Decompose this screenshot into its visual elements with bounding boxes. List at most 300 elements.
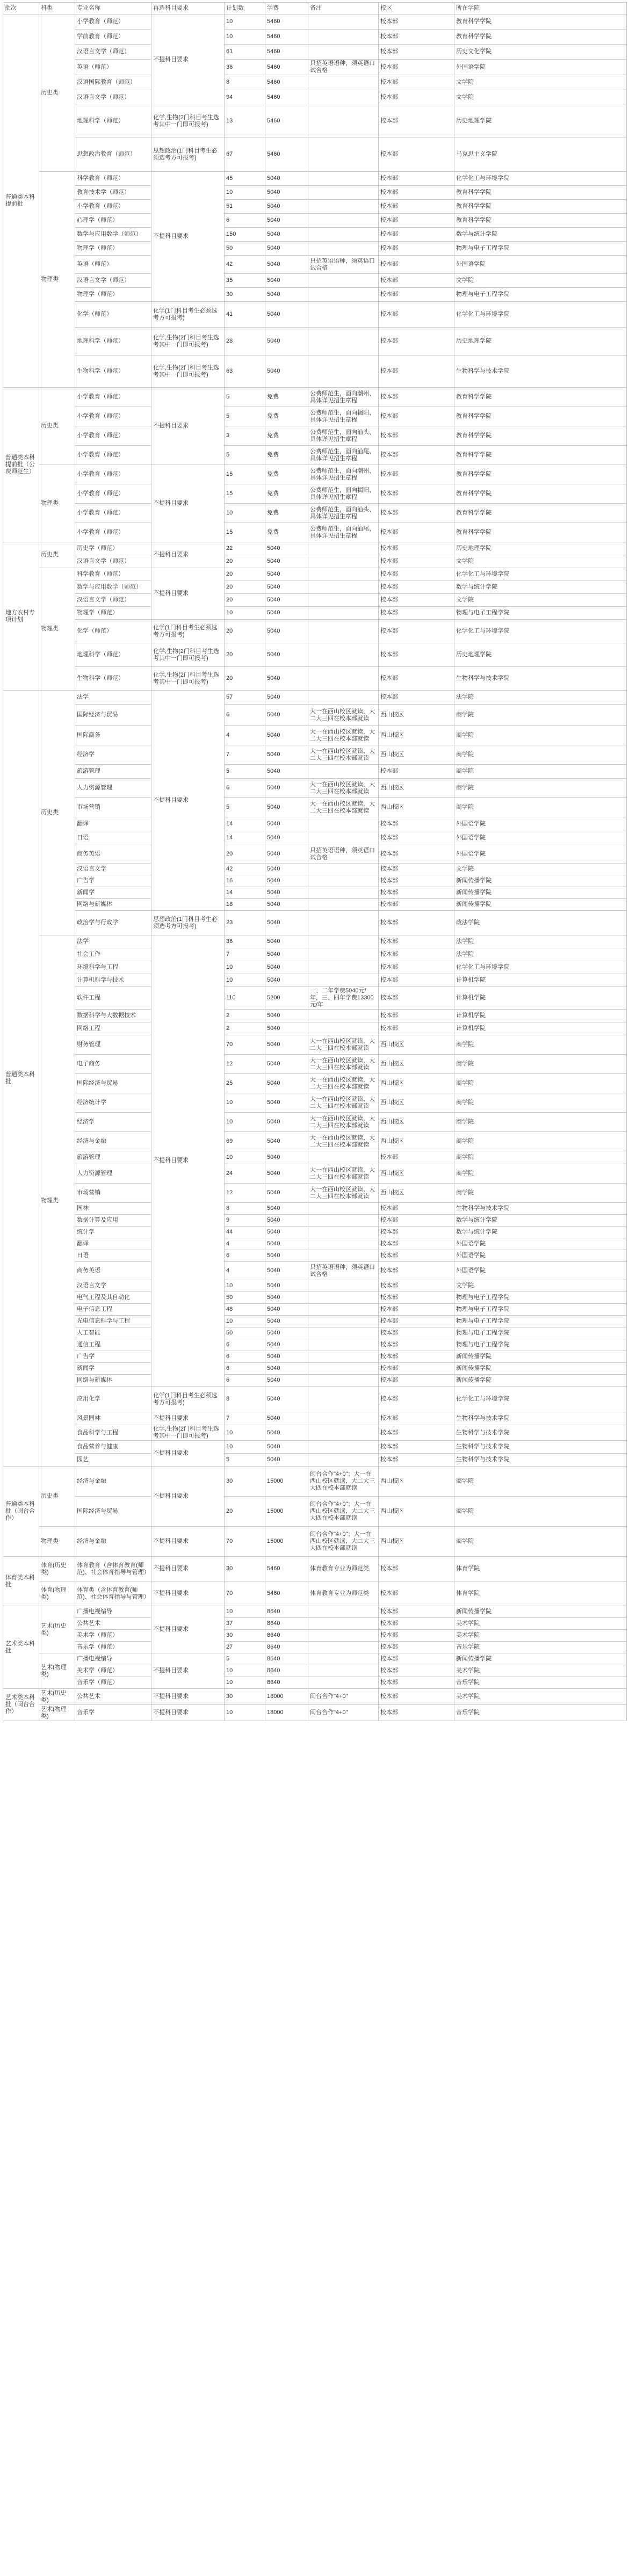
note-cell	[308, 1151, 379, 1164]
tuition-cell: 5040	[265, 1327, 308, 1339]
batch-cell: 艺术类本科批	[3, 1606, 39, 1689]
table-row	[3, 288, 627, 302]
college-cell: 商学院	[454, 1527, 627, 1557]
campus-cell: 校本部	[379, 1441, 454, 1454]
campus-cell: 校本部	[379, 961, 454, 974]
table-row	[3, 1425, 627, 1441]
category-cell: 艺术(物理类)	[39, 1705, 75, 1721]
tuition-cell: 5040	[265, 845, 308, 863]
major-cell: 心理学（师范）	[75, 214, 151, 228]
campus-cell: 校本部	[379, 987, 454, 1010]
campus-cell: 校本部	[379, 1677, 454, 1689]
note-cell	[308, 1292, 379, 1304]
major-cell: 汉语言文学（师范）	[75, 274, 151, 288]
college-cell: 文学院	[454, 274, 627, 288]
note-cell	[308, 691, 379, 705]
college-cell: 物理与电子工程学院	[454, 1292, 627, 1304]
note-cell: 闽台合作"4+0"；大一在西山校区就读，大二大三大四在校本部就读	[308, 1467, 379, 1497]
campus-cell: 校本部	[379, 948, 454, 961]
college-cell: 教育科学学院	[454, 214, 627, 228]
tuition-cell: 5040	[265, 607, 308, 620]
note-cell: 公费师范生，面向汕头、具体详见招生章程	[308, 426, 379, 446]
campus-cell: 校本部	[379, 935, 454, 948]
college-cell: 商学院	[454, 1467, 627, 1497]
note-cell: 只招英语语种，须英语口试合格	[308, 60, 379, 75]
major-cell: 物理学（师范）	[75, 242, 151, 256]
tuition-cell: 5040	[265, 1215, 308, 1227]
category-cell: 历史类	[39, 14, 75, 172]
major-cell: 小学教育（师范）	[75, 504, 151, 523]
tuition-cell: 5040	[265, 1227, 308, 1238]
table-row	[3, 172, 627, 186]
note-cell: 公费师范生，面向汕尾、具体详见招生章程	[308, 446, 379, 465]
plan-count-cell: 50	[225, 242, 265, 256]
college-cell: 计算机学院	[454, 987, 627, 1010]
college-cell: 物理与电子工程学院	[454, 242, 627, 256]
table-row	[3, 948, 627, 961]
plan-count-cell: 30	[225, 1557, 265, 1581]
note-cell	[308, 1425, 379, 1441]
college-cell: 文学院	[454, 1280, 627, 1292]
plan-count-cell: 10	[225, 1606, 265, 1618]
tuition-cell: 5040	[265, 555, 308, 568]
campus-cell: 西山校区	[379, 1184, 454, 1203]
campus-cell: 校本部	[379, 863, 454, 875]
tuition-cell: 5040	[265, 256, 308, 274]
major-cell: 政治学与行政学	[75, 911, 151, 935]
table-row	[3, 1292, 627, 1304]
tuition-cell: 5040	[265, 542, 308, 555]
plan-count-cell: 41	[225, 302, 265, 328]
plan-count-cell: 61	[225, 45, 265, 60]
college-cell: 新闻传播学院	[454, 899, 627, 911]
college-cell: 商学院	[454, 765, 627, 779]
tuition-cell: 5200	[265, 987, 308, 1010]
category-cell: 历史类	[39, 542, 75, 568]
tuition-cell: 5040	[265, 1250, 308, 1262]
plan-count-cell: 70	[225, 1035, 265, 1055]
note-cell	[308, 948, 379, 961]
note-cell	[308, 1606, 379, 1618]
note-cell: 体育教育专业为师范类	[308, 1581, 379, 1606]
category-cell: 物理类	[39, 568, 75, 691]
table-row	[3, 60, 627, 75]
campus-cell: 校本部	[379, 328, 454, 355]
note-cell	[308, 90, 379, 105]
college-cell: 马克思主义学院	[454, 137, 627, 172]
table-row	[3, 446, 627, 465]
note-cell	[308, 1618, 379, 1630]
note-cell	[308, 328, 379, 355]
note-cell	[308, 1227, 379, 1238]
college-cell: 商学院	[454, 705, 627, 726]
note-cell	[308, 875, 379, 887]
major-cell: 小学教育（师范）	[75, 388, 151, 407]
college-cell: 新闻传播学院	[454, 887, 627, 899]
note-cell	[308, 1304, 379, 1316]
college-cell: 外国语学院	[454, 817, 627, 831]
tuition-cell: 18000	[265, 1689, 308, 1705]
plan-count-cell: 6	[225, 214, 265, 228]
college-cell: 外国语学院	[454, 831, 627, 845]
table-row	[3, 1581, 627, 1606]
note-cell	[308, 228, 379, 242]
table-row	[3, 1250, 627, 1262]
note-cell: 闽台合作"4+0"	[308, 1705, 379, 1721]
college-cell: 文学院	[454, 555, 627, 568]
campus-cell: 校本部	[379, 75, 454, 90]
table-row	[3, 643, 627, 667]
category-cell: 历史类	[39, 1467, 75, 1527]
plan-count-cell: 5	[225, 407, 265, 426]
table-row	[3, 987, 627, 1010]
major-cell: 地理科学（师范）	[75, 328, 151, 355]
college-cell: 新闻传播学院	[454, 1606, 627, 1618]
subject-requirement-cell: 化学,生物(2门科目考生选考其中一门即可报考)	[151, 355, 225, 388]
college-cell: 美术学院	[454, 1665, 627, 1677]
tuition-cell: 5040	[265, 899, 308, 911]
college-cell: 商学院	[454, 726, 627, 745]
tuition-cell: 8640	[265, 1665, 308, 1677]
plan-count-cell: 10	[225, 1677, 265, 1689]
campus-cell: 校本部	[379, 14, 454, 30]
campus-cell: 校本部	[379, 242, 454, 256]
major-cell: 经济学	[75, 1113, 151, 1132]
campus-cell: 校本部	[379, 1425, 454, 1441]
campus-cell: 校本部	[379, 465, 454, 484]
plan-count-cell: 30	[225, 1689, 265, 1705]
major-cell: 美术学（师范）	[75, 1630, 151, 1642]
major-cell: 小学教育（师范）	[75, 14, 151, 30]
batch-cell: 普通类本科提前批（公费师范生）	[3, 388, 39, 542]
category-cell: 历史类	[39, 388, 75, 465]
plan-count-cell: 22	[225, 542, 265, 555]
plan-count-cell: 94	[225, 90, 265, 105]
note-cell: 只招英语语种，须英语口试合格	[308, 256, 379, 274]
major-cell: 汉语国际教育（师范）	[75, 75, 151, 90]
campus-cell: 校本部	[379, 1316, 454, 1327]
batch-cell: 普通类本科批	[3, 691, 39, 1467]
plan-count-cell: 25	[225, 1074, 265, 1093]
table-row	[3, 1022, 627, 1035]
plan-count-cell: 8	[225, 1387, 265, 1412]
plan-count-cell: 10	[225, 1280, 265, 1292]
plan-count-cell: 50	[225, 1292, 265, 1304]
campus-cell: 校本部	[379, 426, 454, 446]
note-cell	[308, 581, 379, 594]
subject-requirement-cell: 不提科目要求	[151, 568, 225, 620]
table-row	[3, 1375, 627, 1387]
major-cell: 小学教育（师范）	[75, 200, 151, 214]
table-header-row	[3, 3, 627, 14]
tuition-cell: 5040	[265, 1363, 308, 1375]
major-cell: 食品营养与健康	[75, 1441, 151, 1454]
campus-cell: 校本部	[379, 845, 454, 863]
tuition-cell: 5460	[265, 1581, 308, 1606]
major-cell: 国际经济与贸易	[75, 705, 151, 726]
plan-count-cell: 9	[225, 1215, 265, 1227]
plan-count-cell: 5	[225, 1454, 265, 1467]
plan-count-cell: 35	[225, 274, 265, 288]
college-cell: 计算机学院	[454, 974, 627, 987]
note-cell	[308, 186, 379, 200]
plan-count-cell: 63	[225, 355, 265, 388]
note-cell	[308, 899, 379, 911]
campus-cell: 校本部	[379, 1280, 454, 1292]
campus-cell: 校本部	[379, 1606, 454, 1618]
note-cell: 只招英语语种，须英语口试合格	[308, 845, 379, 863]
campus-cell: 校本部	[379, 899, 454, 911]
campus-cell: 校本部	[379, 256, 454, 274]
note-cell: 大一在西山校区就读，大二大三四在校本部就读	[308, 1035, 379, 1055]
college-cell: 化学化工与环境学院	[454, 620, 627, 643]
college-cell: 计算机学院	[454, 1010, 627, 1022]
note-cell: 一、二年学费5040元/年，三、四年学费13300元/年	[308, 987, 379, 1010]
tuition-cell: 5040	[265, 1164, 308, 1184]
subject-requirement-cell: 化学(1门科目考生必须选考方可报考)	[151, 1387, 225, 1412]
campus-cell: 校本部	[379, 581, 454, 594]
tuition-cell: 5040	[265, 1280, 308, 1292]
table-row	[3, 1035, 627, 1055]
college-cell: 教育科学学院	[454, 446, 627, 465]
campus-cell: 校本部	[379, 887, 454, 899]
plan-count-cell: 4	[225, 1238, 265, 1250]
college-cell: 外国语学院	[454, 1238, 627, 1250]
plan-count-cell: 3	[225, 426, 265, 446]
college-cell: 生物科学与技术学院	[454, 1425, 627, 1441]
campus-cell: 校本部	[379, 1642, 454, 1653]
note-cell	[308, 1351, 379, 1363]
table-row	[3, 1677, 627, 1689]
campus-cell: 校本部	[379, 817, 454, 831]
table-row	[3, 1280, 627, 1292]
note-cell	[308, 1653, 379, 1665]
major-cell: 美术学（师范）	[75, 1665, 151, 1677]
table-row	[3, 831, 627, 845]
major-cell: 音乐学（师范）	[75, 1677, 151, 1689]
major-cell: 小学教育（师范）	[75, 407, 151, 426]
table-row	[3, 581, 627, 594]
campus-cell: 校本部	[379, 691, 454, 705]
table-row	[3, 607, 627, 620]
campus-cell: 校本部	[379, 274, 454, 288]
major-cell: 汉语言文学	[75, 863, 151, 875]
campus-cell: 校本部	[379, 172, 454, 186]
major-cell: 音乐学（师范）	[75, 1642, 151, 1653]
tuition-cell: 5040	[265, 355, 308, 388]
note-cell: 大一在西山校区就读，大二大三四在校本部就读	[308, 1074, 379, 1093]
tuition-cell: 5040	[265, 935, 308, 948]
category-cell: 体育(历史类)	[39, 1557, 75, 1581]
major-cell: 环境科学与工程	[75, 961, 151, 974]
table-row	[3, 875, 627, 887]
subject-requirement-cell: 化学,生物(2门科目考生选考其中一门即可报考)	[151, 667, 225, 691]
major-cell: 网络与新媒体	[75, 899, 151, 911]
category-cell: 艺术(历史类)	[39, 1689, 75, 1705]
major-cell: 电子商务	[75, 1055, 151, 1074]
campus-cell: 校本部	[379, 594, 454, 607]
campus-cell: 西山校区	[379, 1132, 454, 1151]
plan-count-cell: 20	[225, 555, 265, 568]
note-cell: 大一在西山校区就读，大二大三四在校本部就读	[308, 1093, 379, 1113]
table-row	[3, 1387, 627, 1412]
campus-cell: 西山校区	[379, 705, 454, 726]
table-row	[3, 899, 627, 911]
plan-count-cell: 6	[225, 1351, 265, 1363]
campus-cell: 校本部	[379, 643, 454, 667]
plan-count-cell: 2	[225, 1022, 265, 1035]
tuition-cell: 5040	[265, 200, 308, 214]
campus-cell: 校本部	[379, 407, 454, 426]
tuition-cell: 5040	[265, 887, 308, 899]
college-cell: 外国语学院	[454, 1262, 627, 1280]
college-cell: 商学院	[454, 1164, 627, 1184]
college-cell: 新闻传播学院	[454, 1653, 627, 1665]
major-cell: 地理科学（师范）	[75, 105, 151, 137]
table-row	[3, 242, 627, 256]
note-cell: 大一在西山校区就读，大二大三四在校本部就读	[308, 1184, 379, 1203]
campus-cell: 校本部	[379, 186, 454, 200]
campus-cell: 校本部	[379, 542, 454, 555]
table-row	[3, 935, 627, 948]
table-row	[3, 90, 627, 105]
college-cell: 教育科学学院	[454, 504, 627, 523]
tuition-cell: 8640	[265, 1618, 308, 1630]
college-cell: 新闻传播学院	[454, 1351, 627, 1363]
tuition-cell: 5040	[265, 1262, 308, 1280]
college-cell: 化学化工与环境学院	[454, 961, 627, 974]
note-cell	[308, 355, 379, 388]
plan-count-cell: 4	[225, 726, 265, 745]
plan-count-cell: 7	[225, 745, 265, 765]
subject-requirement-cell: 不提科目要求	[151, 172, 225, 302]
college-cell: 物理与电子工程学院	[454, 1327, 627, 1339]
table-row	[3, 817, 627, 831]
tuition-cell: 5040	[265, 1132, 308, 1151]
plan-count-cell: 51	[225, 200, 265, 214]
table-row	[3, 1093, 627, 1113]
campus-cell: 西山校区	[379, 1113, 454, 1132]
college-cell: 音乐学院	[454, 1705, 627, 1721]
college-cell: 教育科学学院	[454, 407, 627, 426]
note-cell	[308, 214, 379, 228]
note-cell	[308, 863, 379, 875]
tuition-cell: 5460	[265, 14, 308, 30]
campus-cell: 校本部	[379, 1705, 454, 1721]
table-row	[3, 105, 627, 137]
campus-cell: 校本部	[379, 288, 454, 302]
campus-cell: 校本部	[379, 1292, 454, 1304]
subject-requirement-cell: 化学,生物(2门科目考生选考其中一门即可报考)	[151, 643, 225, 667]
plan-count-cell: 16	[225, 875, 265, 887]
campus-cell: 校本部	[379, 1618, 454, 1630]
plan-count-cell: 8	[225, 75, 265, 90]
major-cell: 汉语言文学（师范）	[75, 555, 151, 568]
table-row	[3, 214, 627, 228]
note-cell	[308, 274, 379, 288]
subject-requirement-cell: 化学,生物(2门科目考生选考其中一门即可报考)	[151, 328, 225, 355]
tuition-cell: 5040	[265, 1441, 308, 1454]
plan-count-cell: 20	[225, 594, 265, 607]
college-cell: 教育科学学院	[454, 14, 627, 30]
campus-cell: 西山校区	[379, 779, 454, 798]
plan-count-cell: 7	[225, 948, 265, 961]
major-cell: 法学	[75, 691, 151, 705]
tuition-cell: 5040	[265, 1339, 308, 1351]
campus-cell: 西山校区	[379, 1074, 454, 1093]
column-header: 专业名称	[75, 3, 151, 14]
note-cell: 大一在西山校区就读，大二大三四在校本部就读	[308, 1164, 379, 1184]
major-cell: 小学教育（师范）	[75, 465, 151, 484]
college-cell: 历史文化学院	[454, 45, 627, 60]
table-row	[3, 1304, 627, 1316]
subject-requirement-cell: 化学,生物(2门科目考生选考其中一门即可报考)	[151, 105, 225, 137]
plan-count-cell: 5	[225, 1653, 265, 1665]
table-row	[3, 1074, 627, 1093]
tuition-cell: 免费	[265, 426, 308, 446]
major-cell: 电子信息工程	[75, 1304, 151, 1316]
campus-cell: 校本部	[379, 30, 454, 45]
table-row	[3, 523, 627, 542]
tuition-cell: 5460	[265, 60, 308, 75]
major-cell: 数学与应用数学（师范）	[75, 228, 151, 242]
table-row	[3, 274, 627, 288]
admission-plan-table	[3, 2, 627, 1721]
batch-cell: 体育类本科批	[3, 1557, 39, 1606]
tuition-cell: 18000	[265, 1705, 308, 1721]
tuition-cell: 5040	[265, 1375, 308, 1387]
tuition-cell: 5040	[265, 302, 308, 328]
note-cell	[308, 1339, 379, 1351]
college-cell: 教育科学学院	[454, 426, 627, 446]
note-cell: 闽台合作"4+0"；大一在西山校区就读，大二大三大四在校本部就读	[308, 1497, 379, 1527]
tuition-cell: 5040	[265, 948, 308, 961]
note-cell	[308, 961, 379, 974]
college-cell: 音乐学院	[454, 1677, 627, 1689]
table-row	[3, 1642, 627, 1653]
campus-cell: 校本部	[379, 1557, 454, 1581]
note-cell: 体育教育专业为师范类	[308, 1557, 379, 1581]
major-cell: 汉语言文学（师范）	[75, 45, 151, 60]
category-cell: 艺术(历史类)	[39, 1606, 75, 1653]
college-cell: 商学院	[454, 1497, 627, 1527]
table-row	[3, 961, 627, 974]
category-cell: 物理类	[39, 172, 75, 388]
major-cell: 数学与应用数学（师范）	[75, 581, 151, 594]
table-row	[3, 568, 627, 581]
major-cell: 经济与金融	[75, 1467, 151, 1497]
tuition-cell: 5040	[265, 1304, 308, 1316]
tuition-cell: 5040	[265, 667, 308, 691]
plan-count-cell: 20	[225, 568, 265, 581]
note-cell	[308, 935, 379, 948]
column-header: 备注	[308, 3, 379, 14]
college-cell: 商学院	[454, 779, 627, 798]
table-row	[3, 328, 627, 355]
plan-count-cell: 5	[225, 765, 265, 779]
tuition-cell: 5040	[265, 1387, 308, 1412]
table-row	[3, 691, 627, 705]
subject-requirement-cell: 不提科目要求	[151, 14, 225, 105]
note-cell	[308, 1280, 379, 1292]
college-cell: 商学院	[454, 1113, 627, 1132]
major-cell: 网络工程	[75, 1022, 151, 1035]
plan-count-cell: 6	[225, 1250, 265, 1262]
plan-count-cell: 42	[225, 256, 265, 274]
campus-cell: 校本部	[379, 911, 454, 935]
note-cell	[308, 1250, 379, 1262]
subject-requirement-cell: 不提科目要求	[151, 1467, 225, 1527]
